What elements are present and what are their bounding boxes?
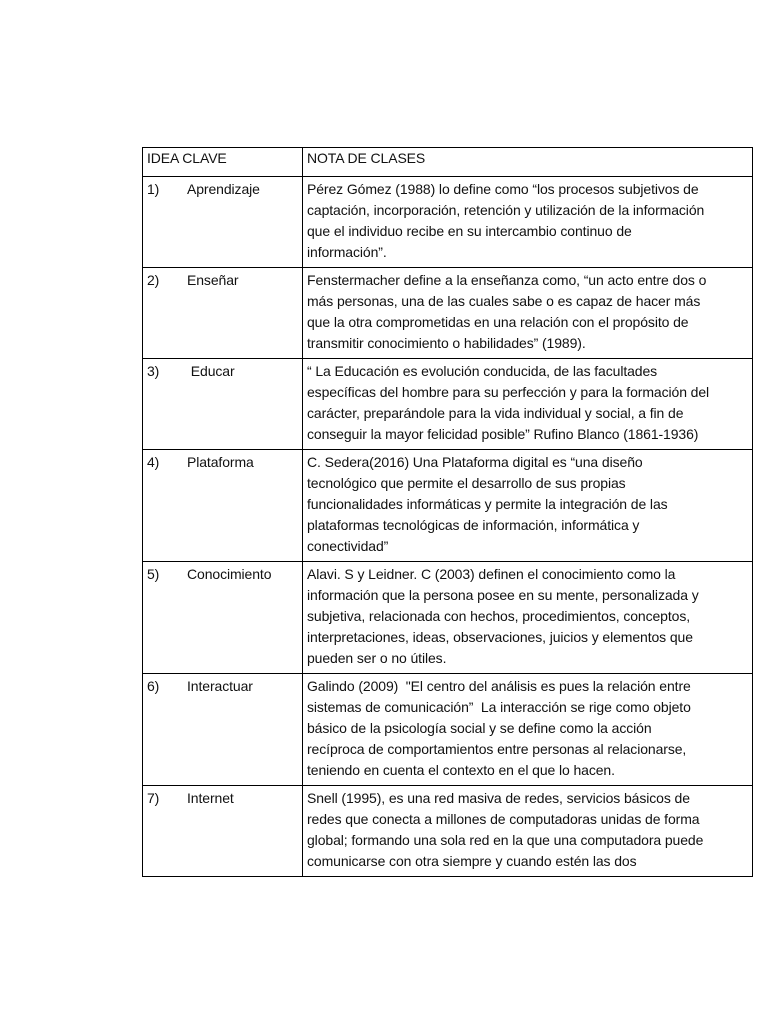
- idea-cell: [143, 786, 303, 877]
- row-number: 1): [147, 181, 160, 197]
- note-cell: [303, 786, 753, 877]
- note-line: Alavi. S y Leidner. C (2003) definen el conocimiento como la: [307, 566, 676, 582]
- note-line: subjetiva, relacionada con hechos, procedimientos, conceptos,: [307, 608, 691, 624]
- note-line: global; formando una sola red en la que una computadora puede: [307, 832, 704, 848]
- note-cell: [303, 177, 753, 268]
- idea-label: Conocimiento: [187, 566, 272, 582]
- idea-cell: [143, 268, 303, 359]
- idea-label: Educar: [187, 363, 235, 379]
- note-line: Fenstermacher define a la enseñanza como, “un acto entre dos o: [307, 272, 707, 288]
- row-number: 6): [147, 678, 160, 694]
- idea-label: Interactuar: [187, 678, 253, 694]
- idea-cell: [143, 674, 303, 786]
- idea-label: Internet: [187, 790, 234, 806]
- table-row: [143, 268, 753, 359]
- table-row: [143, 359, 753, 450]
- note-line: “ La Educación es evolución conducida, de las facultades: [307, 363, 658, 379]
- note-line: Pérez Gómez (1988) lo define como “los procesos subjetivos de: [307, 181, 699, 197]
- note-line: específicas del hombre para su perfección y para la formación del: [307, 384, 710, 400]
- note-line: redes que conecta a millones de computadoras unidas de forma: [307, 811, 700, 827]
- note-line: básico de la psicología social y se define como la acción: [307, 720, 652, 736]
- note-line: comunicarse con otra siempre y cuando estén las dos: [307, 853, 637, 869]
- note-line: información que la persona posee en su mente, personalizada y: [307, 587, 699, 603]
- note-line: sistemas de comunicación” La interacción se rige como objeto: [307, 699, 691, 715]
- note-line: interpretaciones, ideas, observaciones, juicios y elementos que: [307, 629, 693, 645]
- idea-cell: [143, 562, 303, 674]
- row-number: 2): [147, 272, 160, 288]
- note-line: transmitir conocimiento o habilidades” (1989).: [307, 335, 586, 351]
- note-cell: [303, 450, 753, 562]
- idea-cell: [143, 359, 303, 450]
- table-row: [143, 177, 753, 268]
- row-number: 5): [147, 566, 160, 582]
- note-line: recíproca de comportamientos entre personas al relacionarse,: [307, 741, 687, 757]
- header-nota-de-clases: NOTA DE CLASES: [303, 148, 753, 177]
- note-line: teniendo en cuenta el contexto en el que lo hacen.: [307, 762, 615, 778]
- table-header-row: [143, 148, 753, 177]
- note-line: funcionalidades informáticas y permite la integración de las: [307, 496, 668, 512]
- note-line: que el individuo recibe en su intercambio continuo de: [307, 223, 632, 239]
- idea-label: Enseñar: [187, 272, 239, 288]
- header-idea-clave: IDEA CLAVE: [143, 148, 303, 177]
- idea-label: Aprendizaje: [187, 181, 260, 197]
- idea-label: Plataforma: [187, 454, 254, 470]
- table-row: [143, 674, 753, 786]
- note-line: carácter, preparándole para la vida individual y social, a fin de: [307, 405, 684, 421]
- note-line: Snell (1995), es una red masiva de redes, servicios básicos de: [307, 790, 690, 806]
- table-row: [143, 562, 753, 674]
- note-line: plataformas tecnológicas de información, informática y: [307, 517, 640, 533]
- key-ideas-table: [142, 147, 753, 877]
- idea-cell: [143, 177, 303, 268]
- row-number: 7): [147, 790, 160, 806]
- note-cell: [303, 359, 753, 450]
- note-line: tecnológico que permite el desarrollo de sus propias: [307, 475, 626, 491]
- note-line: Galindo (2009) "El centro del análisis es pues la relación entre: [307, 678, 691, 694]
- note-cell: [303, 562, 753, 674]
- note-line: más personas, una de las cuales sabe o es capaz de hacer más: [307, 293, 701, 309]
- idea-cell: [143, 450, 303, 562]
- note-line: conseguir la mayor felicidad posible” Rufino Blanco (1861-1936): [307, 426, 699, 442]
- table-row: [143, 450, 753, 562]
- note-line: que la otra comprometidas en una relación con el propósito de: [307, 314, 689, 330]
- note-line: pueden ser o no útiles.: [307, 650, 447, 666]
- note-line: C. Sedera(2016) Una Plataforma digital es “una diseño: [307, 454, 643, 470]
- table-row: [143, 786, 753, 877]
- row-number: 3): [147, 363, 160, 379]
- note-line: captación, incorporación, retención y utilización de la información: [307, 202, 705, 218]
- note-line: conectividad”: [307, 538, 389, 554]
- note-cell: [303, 674, 753, 786]
- row-number: 4): [147, 454, 160, 470]
- note-cell: [303, 268, 753, 359]
- note-line: información”.: [307, 244, 387, 260]
